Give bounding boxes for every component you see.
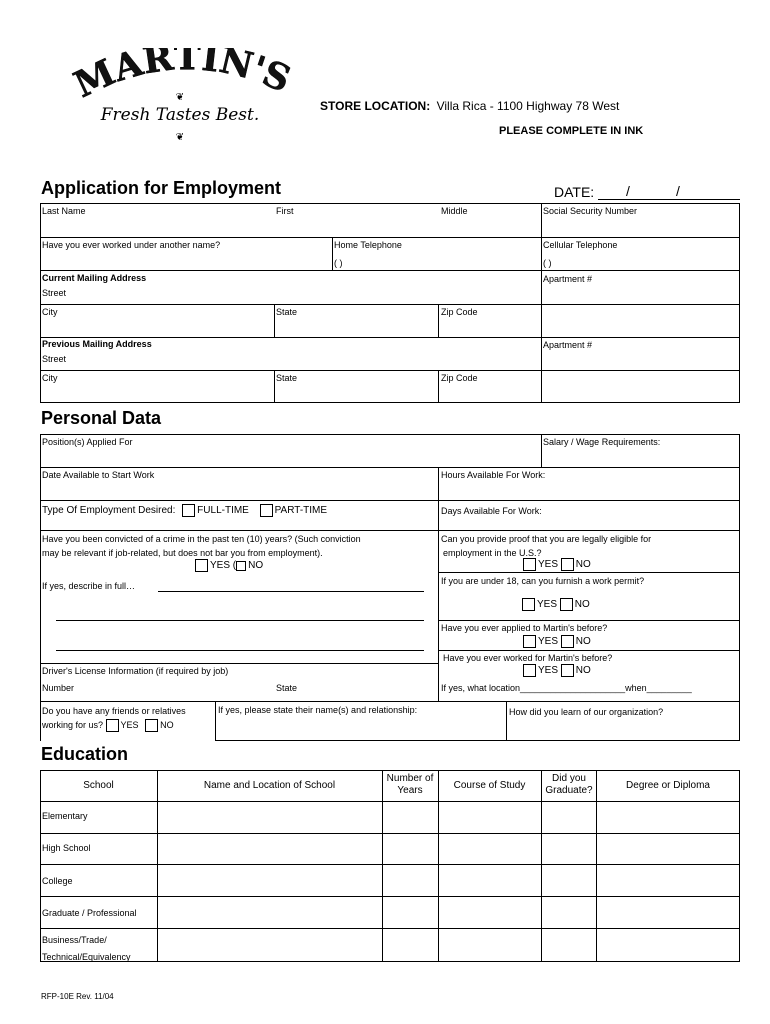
eligible-no-checkbox[interactable] [561,558,574,571]
col-graduate: Did you Graduate? [545,773,593,796]
worked-yes-label: YES [538,665,559,677]
permit-yes-label: YES [537,599,558,611]
worked-options [523,664,591,677]
part-time-label: PART-TIME [274,505,328,517]
logo-tagline: Fresh Tastes Best. [100,105,260,125]
worked-no-label: NO [575,665,591,677]
eligible-options [523,558,591,571]
eligible-question-2: employment in the U.S.? [443,548,542,558]
applied-no-label: NO [575,636,591,648]
crime-options [195,559,263,572]
days-field[interactable]: Days Available For Work: [441,506,542,516]
previous-zip-field[interactable]: Zip Code [441,373,478,383]
salary-field[interactable]: Salary / Wage Requirements: [543,437,661,447]
row-graduate[interactable]: Graduate / Professional [42,908,137,918]
company-logo [68,48,298,148]
current-address-heading: Current Mailing Address [42,273,147,283]
previous-state-field[interactable]: State [276,373,298,383]
col-years: Number of Years [386,773,434,796]
last-name-field[interactable]: Last Name [42,206,86,216]
crime-question-2: may be relevant if job-related, but does not bar you from employment). [42,548,323,558]
start-date-field[interactable]: Date Available to Start Work [42,470,155,480]
applied-options [523,635,591,648]
what-location-field[interactable]: If yes, what location_____________________when_________ [441,683,692,693]
full-time-checkbox[interactable] [182,504,195,517]
worked-yes-checkbox[interactable] [523,664,536,677]
home-phone-field[interactable]: Home Telephone [334,240,402,250]
permit-question: If you are under 18, can you furnish a work permit? [441,576,645,586]
applied-yes-label: YES [538,636,559,648]
form-footer: RFP-10E Rev. 11/04 [41,992,114,1001]
crime-no-label: NO [248,560,264,572]
date-sep1: / [626,183,630,199]
svg-text:❦: ❦ [175,132,185,143]
permit-options [522,598,590,611]
cell-phone-area: ( ) [543,258,552,268]
describe-label: If yes, describe in full… [42,581,136,591]
col-degree: Degree or Diploma [626,780,710,791]
current-apartment-field[interactable]: Apartment # [543,274,593,284]
friends-no-checkbox[interactable] [145,719,158,732]
friends-question-1: Do you have any friends or relatives [42,706,186,716]
license-number-field[interactable]: Number [42,683,75,693]
ink-note: PLEASE COMPLETE IN INK [499,125,644,137]
applicant-section [40,203,740,403]
learn-field[interactable]: How did you learn of our organization? [509,707,664,717]
current-zip-field[interactable]: Zip Code [441,307,478,317]
logo-brand: MARTIN'S [68,48,297,107]
education-heading: Education [41,744,129,764]
previous-address-heading: Previous Mailing Address [42,339,152,349]
friends-names-field[interactable]: If yes, please state their name(s) and relationship: [218,705,418,715]
license-state-field[interactable]: State [276,683,298,693]
describe-line-3[interactable] [56,650,424,651]
permit-no-label: NO [574,599,590,611]
date-label: DATE: [554,184,595,200]
store-location-label: STORE LOCATION: [320,99,431,113]
first-name-field[interactable]: First [276,206,294,216]
friends-yes-checkbox[interactable] [106,719,119,732]
eligible-yes-label: YES [538,559,559,571]
previous-city-field[interactable]: City [42,373,58,383]
describe-line-2[interactable] [56,620,424,621]
friends-yes-label: YES [120,719,139,730]
date-sep2: / [676,183,680,199]
crime-question-1: Have you been convicted of a crime in the past ten (10) years? (Such conviction [42,534,361,544]
friends-no-label: NO [160,719,174,730]
logo-graphic [68,48,298,148]
current-city-field[interactable]: City [42,307,58,317]
crime-yes-label: YES ( [210,560,237,572]
row-high-school[interactable]: High School [42,843,91,853]
crime-yes-checkbox[interactable] [195,559,208,572]
current-state-field[interactable]: State [276,307,298,317]
worked-question: Have you ever worked for Martin's before? [443,653,613,663]
describe-line-1[interactable] [158,591,424,592]
col-course: Course of Study [453,780,526,791]
current-street-field[interactable]: Street [42,288,67,298]
previous-apartment-field[interactable]: Apartment # [543,340,593,350]
row-college[interactable]: College [42,876,73,886]
positions-field[interactable]: Position(s) Applied For [42,437,133,447]
applied-yes-checkbox[interactable] [523,635,536,648]
part-time-checkbox[interactable] [260,504,273,517]
ssn-field[interactable]: Social Security Number [543,206,638,216]
other-name-field[interactable]: Have you ever worked under another name? [42,240,221,250]
applied-no-checkbox[interactable] [561,635,574,648]
store-location [320,99,619,113]
eligible-no-label: NO [575,559,591,571]
col-school: School [83,780,114,791]
employment-type-label: Type Of Employment Desired: [42,505,176,517]
row-business-trade[interactable]: Business/Trade/ Technical/Equivalency [42,935,131,962]
col-name-location: Name and Location of School [203,780,336,791]
cell-phone-field[interactable]: Cellular Telephone [543,240,618,250]
middle-name-field[interactable]: Middle [441,206,468,216]
license-heading: Driver's License Information (if required by job) [42,666,229,676]
hours-field[interactable]: Hours Available For Work: [441,470,546,480]
worked-no-checkbox[interactable] [561,664,574,677]
home-phone-area: ( ) [334,258,343,268]
crime-no-checkbox[interactable] [236,561,246,571]
svg-text:❦: ❦ [175,92,185,103]
permit-yes-checkbox[interactable] [522,598,535,611]
previous-street-field[interactable]: Street [42,354,67,364]
full-time-label: FULL-TIME [197,505,249,517]
applied-question: Have you ever applied to Martin's before? [441,623,608,633]
page-title: Application for Employment [41,178,282,198]
row-elementary[interactable]: Elementary [42,811,88,821]
eligible-question-1: Can you provide proof that you are legally eligible for [441,534,652,544]
friends-options [42,719,174,732]
personal-data-heading: Personal Data [41,408,162,428]
eligible-yes-checkbox[interactable] [523,558,536,571]
employment-type-row [42,504,327,517]
date-underline[interactable] [598,199,740,200]
personal-data-section [40,434,740,741]
store-location-value: Villa Rica - 1100 Highway 78 West [436,99,620,113]
permit-no-checkbox[interactable] [560,598,573,611]
friends-question-2: working for us? [42,719,104,730]
